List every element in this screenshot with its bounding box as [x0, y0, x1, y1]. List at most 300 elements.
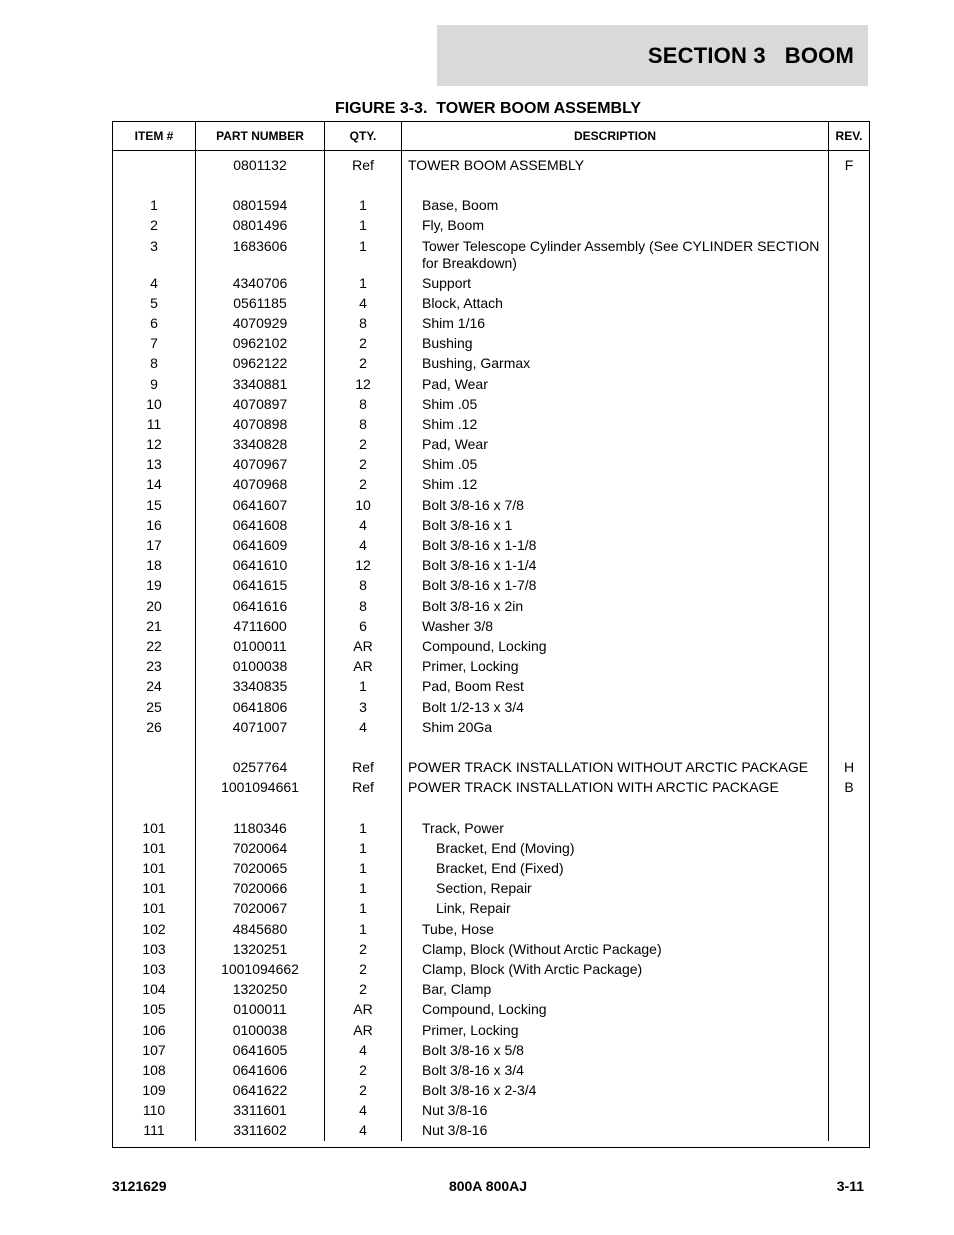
table-row [113, 999, 869, 1019]
part-number-cell: 0641615 [196, 575, 325, 595]
item-cell: 109 [113, 1080, 196, 1100]
header-part-number: PART NUMBER [196, 122, 325, 150]
item-cell [113, 797, 196, 817]
rev-cell [829, 1120, 869, 1140]
qty-cell: AR [325, 656, 402, 676]
table-row [113, 1040, 869, 1060]
table-row [113, 293, 869, 313]
qty-cell: 8 [325, 575, 402, 595]
part-number-cell: 0641610 [196, 555, 325, 575]
description-cell: Bushing, Garmax [402, 353, 829, 373]
qty-cell: 1 [325, 215, 402, 235]
part-number-cell: 0100038 [196, 656, 325, 676]
description-cell: Bolt 3/8-16 x 7/8 [402, 495, 829, 515]
item-cell: 1 [113, 195, 196, 215]
qty-cell: Ref [325, 777, 402, 797]
header-item: ITEM # [113, 122, 196, 150]
qty-cell: 2 [325, 434, 402, 454]
item-cell: 101 [113, 878, 196, 898]
description-cell: Bolt 3/8-16 x 5/8 [402, 1040, 829, 1060]
table-row [113, 575, 869, 595]
item-cell: 3 [113, 236, 196, 273]
header-description: DESCRIPTION [402, 122, 829, 150]
description-cell: Primer, Locking [402, 656, 829, 676]
description-cell: Pad, Wear [402, 374, 829, 394]
item-cell: 10 [113, 394, 196, 414]
table-row [113, 858, 869, 878]
description-cell: Nut 3/8-16 [402, 1120, 829, 1140]
rev-cell [829, 495, 869, 515]
item-cell: 105 [113, 999, 196, 1019]
description-cell: Bolt 3/8-16 x 2in [402, 596, 829, 616]
rev-cell [829, 656, 869, 676]
rev-cell [829, 737, 869, 757]
item-cell [113, 151, 196, 175]
description-cell: TOWER BOOM ASSEMBLY [402, 151, 829, 175]
qty-cell: 8 [325, 313, 402, 333]
description-cell: Tower Telescope Cylinder Assembly (See CYLINDER SECTION for Breakdown) [402, 236, 829, 273]
table-row [113, 636, 869, 656]
qty-cell: 8 [325, 414, 402, 434]
rev-cell [829, 898, 869, 918]
item-cell: 13 [113, 454, 196, 474]
description-cell: Pad, Boom Rest [402, 676, 829, 696]
qty-cell: Ref [325, 151, 402, 175]
description-cell: Pad, Wear [402, 434, 829, 454]
part-number-cell: 4340706 [196, 273, 325, 293]
table-row [113, 757, 869, 777]
table-row [113, 535, 869, 555]
qty-cell: Ref [325, 757, 402, 777]
footer-model: 800A 800AJ [448, 1178, 528, 1194]
item-cell: 101 [113, 858, 196, 878]
qty-cell: 4 [325, 515, 402, 535]
item-cell [113, 757, 196, 777]
part-number-cell: 7020066 [196, 878, 325, 898]
part-number-cell: 4845680 [196, 919, 325, 939]
qty-cell: 1 [325, 273, 402, 293]
qty-cell: 2 [325, 1060, 402, 1080]
description-cell: Primer, Locking [402, 1020, 829, 1040]
description-cell: Bracket, End (Moving) [402, 838, 829, 858]
table-row [113, 1100, 869, 1120]
table-row [113, 555, 869, 575]
description-cell: Bracket, End (Fixed) [402, 858, 829, 878]
description-cell: Compound, Locking [402, 636, 829, 656]
qty-cell: 2 [325, 474, 402, 494]
rev-cell [829, 838, 869, 858]
part-number-cell: 0962122 [196, 353, 325, 373]
part-number-cell: 0641806 [196, 697, 325, 717]
description-cell: Shim .12 [402, 414, 829, 434]
item-cell: 9 [113, 374, 196, 394]
table-row [113, 898, 869, 918]
description-cell: Base, Boom [402, 195, 829, 215]
description-cell: Bolt 3/8-16 x 2-3/4 [402, 1080, 829, 1100]
rev-cell [829, 797, 869, 817]
table-row [113, 797, 869, 817]
item-cell: 6 [113, 313, 196, 333]
qty-cell: 1 [325, 898, 402, 918]
part-number-cell: 0801594 [196, 195, 325, 215]
table-row [113, 215, 869, 235]
qty-cell: 4 [325, 1100, 402, 1120]
qty-cell [325, 175, 402, 195]
part-number-cell: 1001094662 [196, 959, 325, 979]
part-number-cell: 3340828 [196, 434, 325, 454]
qty-cell: AR [325, 636, 402, 656]
qty-cell: 1 [325, 878, 402, 898]
qty-cell: 2 [325, 939, 402, 959]
table-row [113, 959, 869, 979]
rev-cell [829, 939, 869, 959]
header-rev: REV. [835, 129, 863, 143]
rev-cell [829, 535, 869, 555]
qty-cell: 1 [325, 838, 402, 858]
rev-cell [829, 515, 869, 535]
part-number-cell: 1683606 [196, 236, 325, 273]
item-cell: 107 [113, 1040, 196, 1060]
description-cell: Bolt 1/2-13 x 3/4 [402, 697, 829, 717]
part-number-cell: 0641622 [196, 1080, 325, 1100]
rev-cell [829, 979, 869, 999]
rev-cell [829, 555, 869, 575]
rev-cell [829, 434, 869, 454]
item-cell: 16 [113, 515, 196, 535]
rev-cell [829, 394, 869, 414]
part-number-cell: 0641609 [196, 535, 325, 555]
description-cell: Bar, Clamp [402, 979, 829, 999]
qty-cell: 2 [325, 353, 402, 373]
rev-cell [829, 697, 869, 717]
item-cell: 102 [113, 919, 196, 939]
table-row [113, 656, 869, 676]
rev-cell [829, 273, 869, 293]
table-row [113, 777, 869, 797]
part-number-cell [196, 737, 325, 757]
description-cell: Shim .12 [402, 474, 829, 494]
part-number-cell: 0257764 [196, 757, 325, 777]
item-cell: 24 [113, 676, 196, 696]
item-cell [113, 777, 196, 797]
rev-cell [829, 313, 869, 333]
description-cell: Block, Attach [402, 293, 829, 313]
part-number-cell: 0641616 [196, 596, 325, 616]
qty-cell: 8 [325, 394, 402, 414]
item-cell: 22 [113, 636, 196, 656]
item-cell: 111 [113, 1120, 196, 1140]
table-body [113, 151, 869, 1147]
item-cell: 104 [113, 979, 196, 999]
table-row [113, 979, 869, 999]
part-number-cell: 0641608 [196, 515, 325, 535]
table-row [113, 495, 869, 515]
description-cell: POWER TRACK INSTALLATION WITH ARCTIC PACKAGE [402, 777, 829, 797]
description-cell: Track, Power [402, 818, 829, 838]
table-row [113, 1080, 869, 1100]
table-row [113, 236, 869, 273]
description-cell: Link, Repair [402, 898, 829, 918]
rev-cell [829, 1020, 869, 1040]
rev-cell [829, 175, 869, 195]
item-cell: 8 [113, 353, 196, 373]
part-number-cell: 3340881 [196, 374, 325, 394]
table-row [113, 1020, 869, 1040]
description-cell: Support [402, 273, 829, 293]
part-number-cell: 3340835 [196, 676, 325, 696]
qty-cell: 2 [325, 979, 402, 999]
rev-cell: F [844, 157, 854, 173]
item-cell: 18 [113, 555, 196, 575]
item-cell: 21 [113, 616, 196, 636]
rev-cell [829, 858, 869, 878]
rev-cell [829, 333, 869, 353]
part-number-cell: 0641605 [196, 1040, 325, 1060]
qty-cell [325, 737, 402, 757]
rev-cell: B [844, 779, 854, 796]
part-number-cell: 1320251 [196, 939, 325, 959]
rev-cell [829, 616, 869, 636]
part-number-cell: 0641607 [196, 495, 325, 515]
part-number-cell: 4071007 [196, 717, 325, 737]
item-cell: 108 [113, 1060, 196, 1080]
table-row [113, 195, 869, 215]
parts-table [112, 121, 870, 1148]
table-row [113, 333, 869, 353]
description-cell: Clamp, Block (With Arctic Package) [402, 959, 829, 979]
qty-cell: 12 [325, 374, 402, 394]
qty-cell: 1 [325, 818, 402, 838]
part-number-cell: 1180346 [196, 818, 325, 838]
item-cell: 7 [113, 333, 196, 353]
description-cell: Bolt 3/8-16 x 1-1/8 [402, 535, 829, 555]
description-cell: Clamp, Block (Without Arctic Package) [402, 939, 829, 959]
part-number-cell [196, 797, 325, 817]
rev-cell [829, 353, 869, 373]
table-row [113, 273, 869, 293]
rev-cell: H [843, 759, 855, 776]
item-cell: 17 [113, 535, 196, 555]
table-row [113, 313, 869, 333]
qty-cell: 1 [325, 195, 402, 215]
table-header [113, 122, 869, 151]
table-row [113, 474, 869, 494]
qty-cell: 2 [325, 333, 402, 353]
qty-cell: 3 [325, 697, 402, 717]
description-cell: Bolt 3/8-16 x 3/4 [402, 1060, 829, 1080]
rev-cell [829, 1100, 869, 1120]
part-number-cell: 1320250 [196, 979, 325, 999]
item-cell: 2 [113, 215, 196, 235]
item-cell: 106 [113, 1020, 196, 1040]
rev-cell [829, 236, 869, 273]
qty-cell: 2 [325, 454, 402, 474]
rev-cell [829, 636, 869, 656]
qty-cell: 8 [325, 596, 402, 616]
header-qty: QTY. [325, 122, 402, 150]
part-number-cell: 4070967 [196, 454, 325, 474]
qty-cell: 1 [325, 236, 402, 273]
part-number-cell: 0801132 [196, 151, 325, 175]
item-cell: 11 [113, 414, 196, 434]
item-cell: 25 [113, 697, 196, 717]
item-cell: 5 [113, 293, 196, 313]
part-number-cell: 0561185 [196, 293, 325, 313]
table-row [113, 717, 869, 737]
figure-title: FIGURE 3-3. TOWER BOOM ASSEMBLY [334, 100, 642, 117]
footer-page-number: 3-11 [836, 1178, 864, 1194]
part-number-cell: 4070898 [196, 414, 325, 434]
part-number-cell: 4711600 [196, 616, 325, 636]
qty-cell: 1 [325, 858, 402, 878]
table-row [113, 596, 869, 616]
item-cell: 103 [113, 959, 196, 979]
qty-cell: AR [325, 1020, 402, 1040]
section-header [437, 25, 868, 86]
item-cell: 26 [113, 717, 196, 737]
table-row [113, 515, 869, 535]
description-cell: Tube, Hose [402, 919, 829, 939]
table-row [113, 454, 869, 474]
rev-cell [829, 215, 869, 235]
description-cell: Shim 1/16 [402, 313, 829, 333]
table-row [113, 737, 869, 757]
part-number-cell: 7020065 [196, 858, 325, 878]
qty-cell: 1 [325, 676, 402, 696]
table-row [113, 374, 869, 394]
item-cell: 19 [113, 575, 196, 595]
description-cell: Bolt 3/8-16 x 1-7/8 [402, 575, 829, 595]
qty-cell: AR [325, 999, 402, 1019]
rev-cell [829, 878, 869, 898]
part-number-cell: 4070968 [196, 474, 325, 494]
rev-cell [829, 1040, 869, 1060]
qty-cell: 1 [325, 919, 402, 939]
table-row [113, 616, 869, 636]
part-number-cell: 7020067 [196, 898, 325, 918]
description-cell: Shim .05 [402, 394, 829, 414]
rev-cell [829, 414, 869, 434]
item-cell: 12 [113, 434, 196, 454]
rev-cell [829, 919, 869, 939]
item-cell: 14 [113, 474, 196, 494]
item-cell: 101 [113, 838, 196, 858]
table-row [113, 1060, 869, 1080]
part-number-cell: 7020064 [196, 838, 325, 858]
description-cell: Washer 3/8 [402, 616, 829, 636]
table-row [113, 353, 869, 373]
qty-cell: 2 [325, 959, 402, 979]
item-cell: 23 [113, 656, 196, 676]
qty-cell: 12 [325, 555, 402, 575]
rev-cell [829, 454, 869, 474]
item-cell: 103 [113, 939, 196, 959]
table-row [113, 939, 869, 959]
description-cell: Bushing [402, 333, 829, 353]
table-row [113, 414, 869, 434]
description-cell: POWER TRACK INSTALLATION WITHOUT ARCTIC PACKAGE [402, 757, 829, 777]
part-number-cell: 3311601 [196, 1100, 325, 1120]
qty-cell: 4 [325, 717, 402, 737]
description-cell [402, 175, 829, 195]
item-cell: 110 [113, 1100, 196, 1120]
part-number-cell: 0100011 [196, 636, 325, 656]
item-cell [113, 737, 196, 757]
rev-cell [829, 596, 869, 616]
description-cell: Section, Repair [402, 878, 829, 898]
qty-cell: 2 [325, 1080, 402, 1100]
table-row [113, 838, 869, 858]
description-cell: Shim .05 [402, 454, 829, 474]
qty-cell: 4 [325, 293, 402, 313]
part-number-cell: 0962102 [196, 333, 325, 353]
rev-cell [829, 1060, 869, 1080]
part-number-cell: 3311602 [196, 1120, 325, 1140]
item-cell [113, 175, 196, 195]
rev-cell [829, 575, 869, 595]
rev-cell [829, 676, 869, 696]
table-row [113, 175, 869, 195]
qty-cell: 4 [325, 1120, 402, 1140]
table-row [113, 151, 869, 175]
rev-cell [829, 717, 869, 737]
table-row [113, 1120, 869, 1140]
item-cell: 4 [113, 273, 196, 293]
rev-cell [829, 1080, 869, 1100]
rev-cell [829, 818, 869, 838]
table-row [113, 697, 869, 717]
rev-cell [829, 474, 869, 494]
qty-cell: 10 [325, 495, 402, 515]
description-cell: Bolt 3/8-16 x 1 [402, 515, 829, 535]
part-number-cell: 4070897 [196, 394, 325, 414]
part-number-cell: 0641606 [196, 1060, 325, 1080]
part-number-cell: 4070929 [196, 313, 325, 333]
footer-manual-number: 3121629 [112, 1178, 167, 1194]
table-row [113, 919, 869, 939]
item-cell: 101 [113, 818, 196, 838]
table-row [113, 676, 869, 696]
rev-cell [829, 195, 869, 215]
description-cell: Nut 3/8-16 [402, 1100, 829, 1120]
part-number-cell: 1001094661 [196, 777, 325, 797]
rev-cell [829, 374, 869, 394]
part-number-cell: 0801496 [196, 215, 325, 235]
item-cell: 15 [113, 495, 196, 515]
part-number-cell: 0100011 [196, 999, 325, 1019]
description-cell: Fly, Boom [402, 215, 829, 235]
qty-cell [325, 797, 402, 817]
section-title: SECTION 3 BOOM [647, 42, 854, 68]
qty-cell: 4 [325, 1040, 402, 1060]
rev-cell [829, 293, 869, 313]
table-row [113, 878, 869, 898]
rev-cell [829, 959, 869, 979]
table-row [113, 394, 869, 414]
rev-cell [829, 999, 869, 1019]
description-cell: Shim 20Ga [402, 717, 829, 737]
qty-cell: 6 [325, 616, 402, 636]
description-cell: Compound, Locking [402, 999, 829, 1019]
table-row [113, 818, 869, 838]
table-row [113, 434, 869, 454]
part-number-cell: 0100038 [196, 1020, 325, 1040]
item-cell: 20 [113, 596, 196, 616]
description-cell [402, 737, 829, 757]
item-cell: 101 [113, 898, 196, 918]
description-cell [402, 797, 829, 817]
part-number-cell [196, 175, 325, 195]
